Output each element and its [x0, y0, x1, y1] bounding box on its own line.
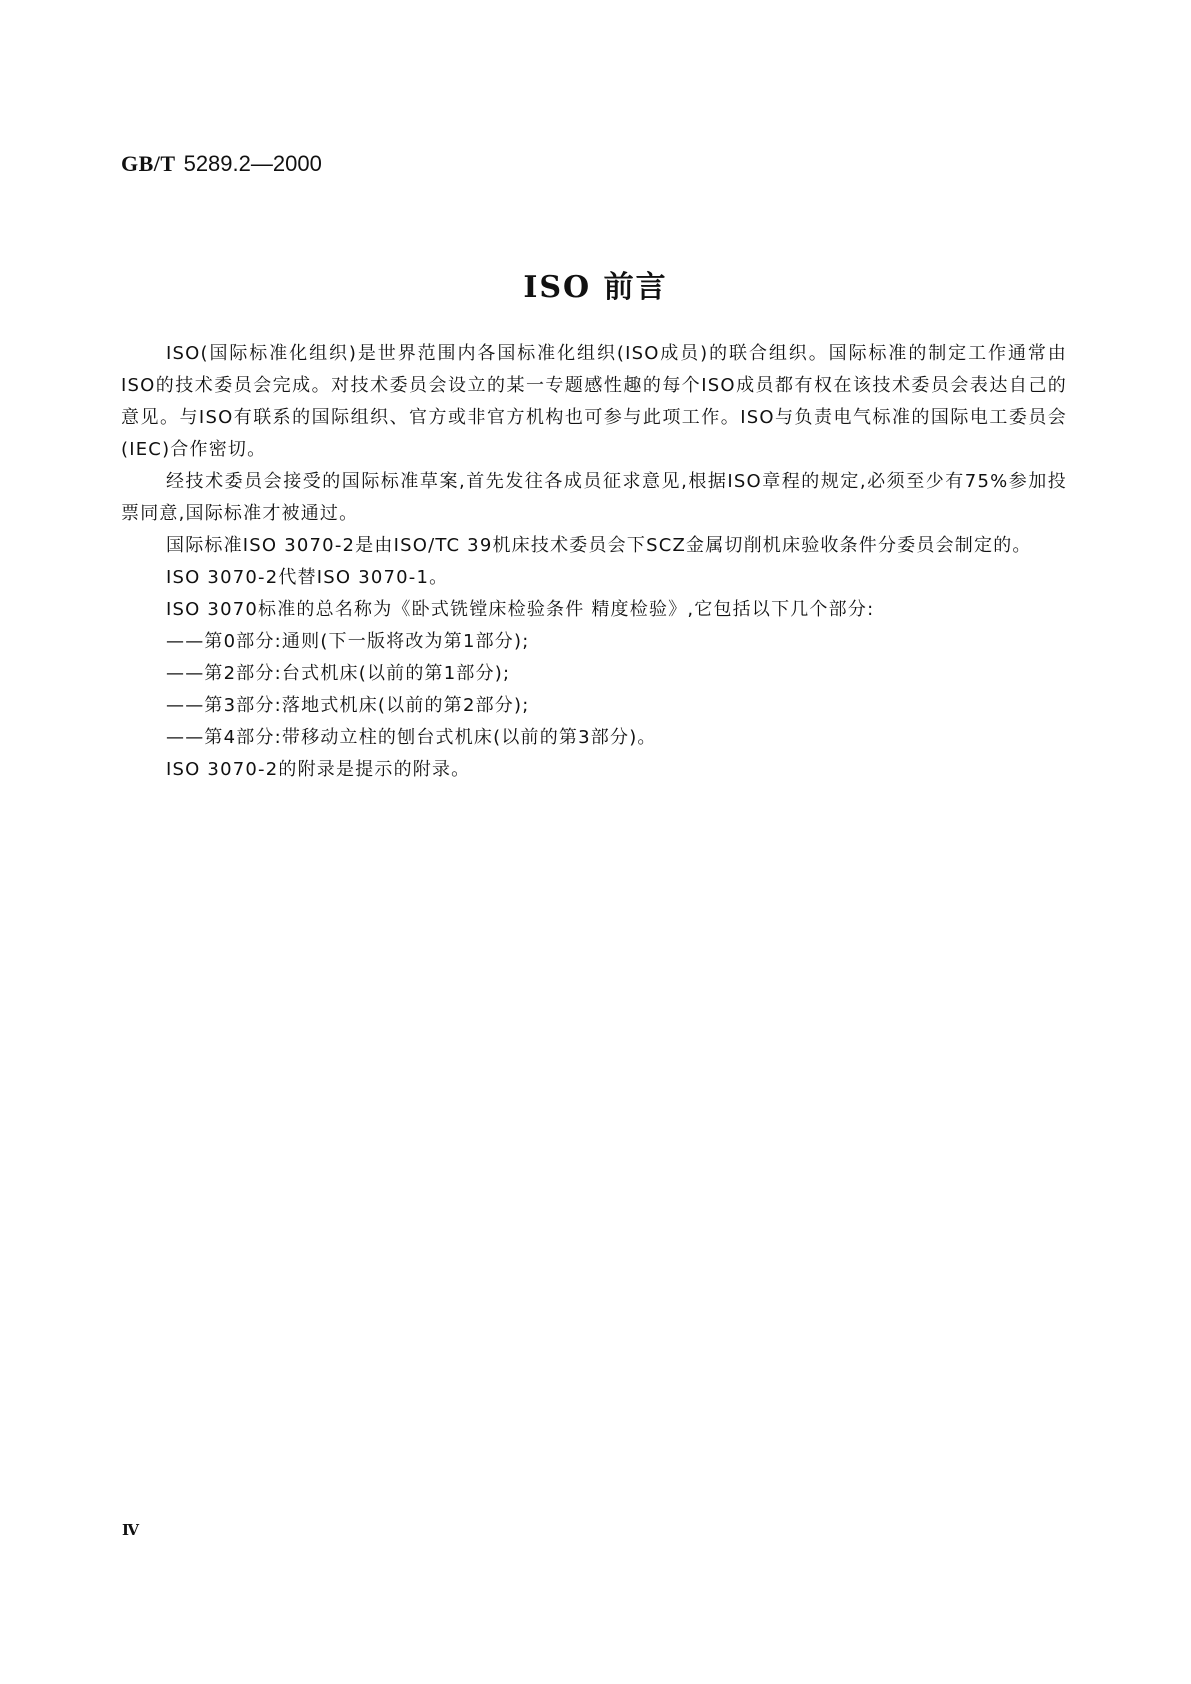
standard-code-number: 5289.2—2000 [183, 151, 322, 176]
standard-code-prefix: GB/T [121, 151, 176, 176]
foreword-body [121, 338, 1067, 786]
paragraph-annex-note: ISO 3070-2的附录是提示的附录。 [166, 759, 471, 780]
page-number: Ⅳ [122, 1521, 140, 1539]
paragraph-iso-intro: ISO(国际标准化组织)是世界范围内各国标准化组织(ISO成员)的联合组织。国际标准的制定工作通常由ISO的技术委员会完成。对技术委员会设立的某一专题感性趣的每个ISO成员都有权在该技术委员会表达自己的意见。与ISO有联系的国际组织、官方或非官方机构也可参与此项工作。ISO与负责电气标准的国际电工委员会(IEC)合作密切。 [121, 343, 1067, 460]
paragraph-series-title: ISO 3070标准的总名称为《卧式铣镗床检验条件 精度检验》,它包括以下几个部分: [166, 599, 875, 620]
list-item-part-4: ——第4部分:带移动立柱的刨台式机床(以前的第3部分)。 [166, 727, 657, 748]
paragraph-approval: 经技术委员会接受的国际标准草案,首先发往各成员征求意见,根据ISO章程的规定,必须至少有75%参加投票同意,国际标准才被通过。 [121, 471, 1067, 524]
list-item-part-0: ——第0部分:通则(下一版将改为第1部分); [166, 631, 530, 652]
list-item-part-3: ——第3部分:落地式机床(以前的第2部分); [166, 695, 530, 716]
paragraph-preparation: 国际标准ISO 3070-2是由ISO/TC 39机床技术委员会下SCZ金属切削机床验收条件分委员会制定的。 [166, 535, 1032, 556]
standard-code-header [121, 151, 322, 178]
paragraph-replacement: ISO 3070-2代替ISO 3070-1。 [166, 567, 449, 588]
page-title: ISO 前言 [523, 270, 668, 305]
list-item-part-2: ——第2部分:台式机床(以前的第1部分); [166, 663, 511, 684]
